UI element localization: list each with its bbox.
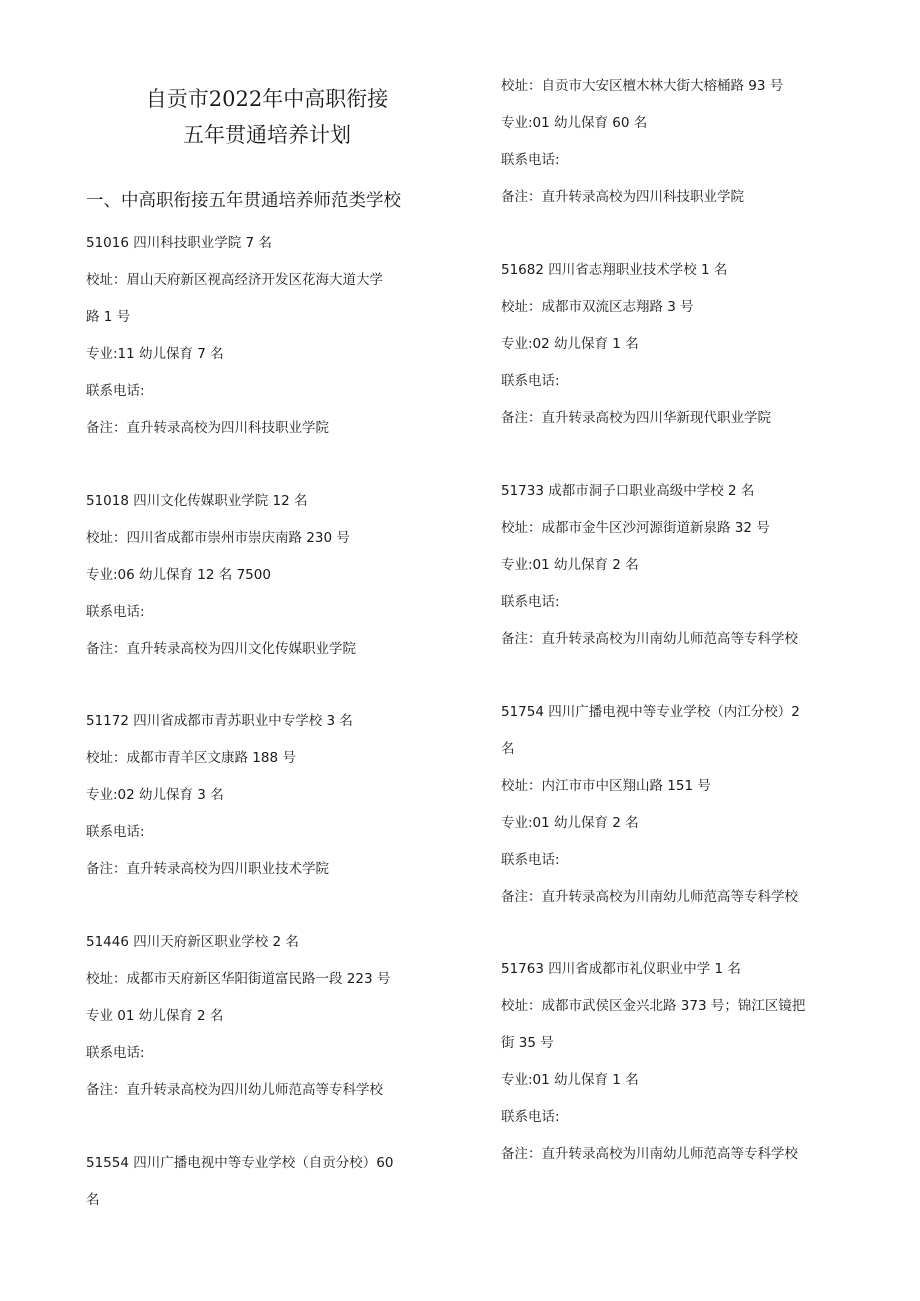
school-major-line: 专业:01 幼儿保育 60 名	[501, 115, 648, 131]
school-note-line: 备注：直升转录高校为川南幼儿师范高等专科学校	[501, 1146, 798, 1162]
school-major-line: 专业:02 幼儿保育 1 名	[501, 336, 639, 352]
school-major-line: 专业:01 幼儿保育 2 名	[501, 815, 639, 831]
school-address-line: 校址：自贡市大安区檀木林大街大榕桶路 93 号	[501, 78, 784, 94]
school-major-line: 专业:06 幼儿保育 12 名 7500	[86, 567, 271, 583]
school-phone-line: 联系电话:	[86, 1045, 145, 1061]
school-phone-line: 联系电话:	[501, 594, 560, 610]
school-code-line: 51733 成都市洞子口职业高级中学校 2 名	[501, 483, 755, 499]
school-major-line: 专业:11 幼儿保育 7 名	[86, 346, 224, 362]
school-code-line: 51754 四川广播电视中等专业学校（内江分校）2	[501, 704, 800, 720]
document-title-line2: 五年贯通培养计划	[183, 123, 351, 147]
school-code-line: 名	[86, 1192, 100, 1208]
school-major-line: 专业 01 幼儿保育 2 名	[86, 1008, 224, 1024]
school-code-line: 51446 四川天府新区职业学校 2 名	[86, 934, 299, 950]
school-note-line: 备注：直升转录高校为四川职业技术学院	[86, 861, 329, 877]
section-heading: 一、中高职衔接五年贯通培养师范类学校	[86, 191, 401, 211]
school-address-line: 路 1 号	[86, 309, 131, 325]
school-phone-line: 联系电话:	[501, 152, 560, 168]
school-address-line: 校址：眉山天府新区视高经济开发区花海大道大学	[86, 272, 383, 288]
school-note-line: 备注：直升转录高校为四川幼儿师范高等专科学校	[86, 1082, 383, 1098]
school-note-line: 备注：直升转录高校为川南幼儿师范高等专科学校	[501, 889, 798, 905]
school-address-line: 校址：四川省成都市崇州市崇庆南路 230 号	[86, 530, 350, 546]
school-code-line: 51172 四川省成都市青苏职业中专学校 3 名	[86, 713, 353, 729]
school-phone-line: 联系电话:	[501, 1109, 560, 1125]
school-code-line: 51682 四川省志翔职业技术学校 1 名	[501, 262, 728, 278]
school-major-line: 专业:02 幼儿保育 3 名	[86, 787, 224, 803]
school-code-line: 51018 四川文化传媒职业学院 12 名	[86, 493, 308, 509]
school-major-line: 专业:01 幼儿保育 1 名	[501, 1072, 639, 1088]
school-address-line: 校址：成都市双流区志翔路 3 号	[501, 299, 694, 315]
school-address-line: 校址：内江市市中区翔山路 151 号	[501, 778, 711, 794]
school-note-line: 备注：直升转录高校为四川科技职业学院	[501, 189, 744, 205]
school-note-line: 备注：直升转录高校为四川文化传媒职业学院	[86, 641, 356, 657]
school-phone-line: 联系电话:	[501, 373, 560, 389]
school-address-line: 街 35 号	[501, 1035, 554, 1051]
school-phone-line: 联系电话:	[86, 824, 145, 840]
school-code-line: 51016 四川科技职业学院 7 名	[86, 235, 272, 251]
school-phone-line: 联系电话:	[501, 852, 560, 868]
school-address-line: 校址：成都市天府新区华阳街道富民路一段 223 号	[86, 971, 391, 987]
school-address-line: 校址：成都市金牛区沙河源街道新泉路 32 号	[501, 520, 770, 536]
school-major-line: 专业:01 幼儿保育 2 名	[501, 557, 639, 573]
school-note-line: 备注：直升转录高校为川南幼儿师范高等专科学校	[501, 631, 798, 647]
school-code-line: 名	[501, 741, 515, 757]
school-code-line: 51763 四川省成都市礼仪职业中学 1 名	[501, 961, 741, 977]
school-note-line: 备注：直升转录高校为四川华新现代职业学院	[501, 410, 771, 426]
school-phone-line: 联系电话:	[86, 383, 145, 399]
school-address-line: 校址：成都市青羊区文康路 188 号	[86, 750, 296, 766]
school-phone-line: 联系电话:	[86, 604, 145, 620]
school-code-line: 51554 四川广播电视中等专业学校（自贡分校）60	[86, 1155, 394, 1171]
school-address-line: 校址：成都市武侯区金兴北路 373 号；锦江区镜把	[501, 998, 806, 1014]
document-title-line1: 自贡市2022年中高职衔接	[145, 87, 389, 111]
school-note-line: 备注：直升转录高校为四川科技职业学院	[86, 420, 329, 436]
